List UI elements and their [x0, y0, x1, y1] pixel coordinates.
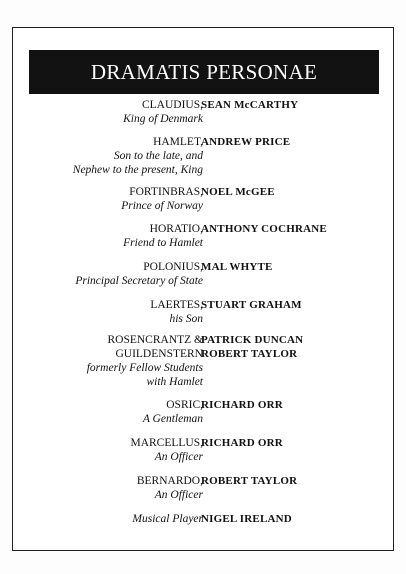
actor-name: RICHARD ORR — [201, 437, 283, 449]
character — [132, 512, 203, 526]
actor — [201, 436, 283, 450]
character-description: Son to the late, and — [113, 150, 203, 162]
character — [130, 436, 203, 464]
character-description: Musical Player — [132, 513, 203, 525]
character-description: his Son — [169, 313, 203, 325]
character-name: LAERTES, — [150, 299, 203, 311]
character-name: BERNARDO, — [136, 475, 203, 487]
character-name: GUILDENSTERN — [115, 348, 203, 360]
character — [121, 185, 203, 213]
character-description: with Hamlet — [146, 376, 203, 388]
character-name: POLONIUS, — [143, 261, 203, 273]
actor-name: NIGEL IRELAND — [201, 513, 292, 525]
actor-name: ANTHONY COCHRANE — [201, 223, 327, 235]
character-name: FORTINBRAS, — [129, 186, 203, 198]
actor-name: STUART GRAHAM — [201, 299, 302, 311]
character — [123, 98, 203, 126]
actor-name: ROBERT TAYLOR — [201, 475, 298, 487]
character-description: Nephew to the present, King — [72, 164, 203, 176]
character-name: ROSENCRANTZ & — [107, 334, 203, 346]
page-title-text: DRAMATIS PERSONAE — [90, 59, 318, 84]
character-description: A Gentleman — [142, 413, 203, 425]
character-name: HORATIO, — [149, 223, 203, 235]
actor — [201, 260, 273, 274]
programme-page — [12, 27, 394, 551]
actor-name: NOEL McGEE — [201, 186, 275, 198]
actor-name: ANDREW PRICE — [201, 136, 291, 148]
actor — [201, 398, 283, 412]
character — [143, 398, 203, 426]
page-title — [29, 50, 379, 94]
character — [87, 333, 203, 389]
character-description: An Officer — [154, 489, 203, 501]
character-description: formerly Fellow Students — [86, 362, 203, 374]
actor — [201, 222, 327, 236]
actor — [201, 474, 297, 488]
actor — [201, 298, 302, 312]
character-name: CLAUDIUS, — [141, 99, 203, 111]
character-description: Friend to Hamlet — [123, 237, 203, 249]
character — [75, 260, 203, 288]
character-description: An Officer — [154, 451, 203, 463]
actor — [201, 333, 303, 361]
character — [73, 135, 203, 177]
actor — [201, 512, 292, 526]
actor — [201, 135, 290, 149]
actor-name: SEAN McCARTHY — [201, 99, 299, 111]
actor-name: ROBERT TAYLOR — [201, 348, 298, 360]
actor — [201, 185, 275, 199]
character — [150, 298, 203, 326]
actor-name: MAL WHYTE — [201, 261, 273, 273]
character-description: Principal Secretary of State — [75, 275, 203, 287]
character-description: King of Denmark — [123, 113, 203, 125]
character — [137, 474, 203, 502]
character-description: Prince of Norway — [121, 200, 203, 212]
actor-name: PATRICK DUNCAN — [201, 334, 304, 346]
character — [123, 222, 203, 250]
character-name: OSRIC, — [166, 399, 203, 411]
character-name: HAMLET, — [153, 136, 203, 148]
character-name: MARCELLUS, — [130, 437, 203, 449]
actor-name: RICHARD ORR — [201, 399, 283, 411]
actor — [201, 98, 298, 112]
